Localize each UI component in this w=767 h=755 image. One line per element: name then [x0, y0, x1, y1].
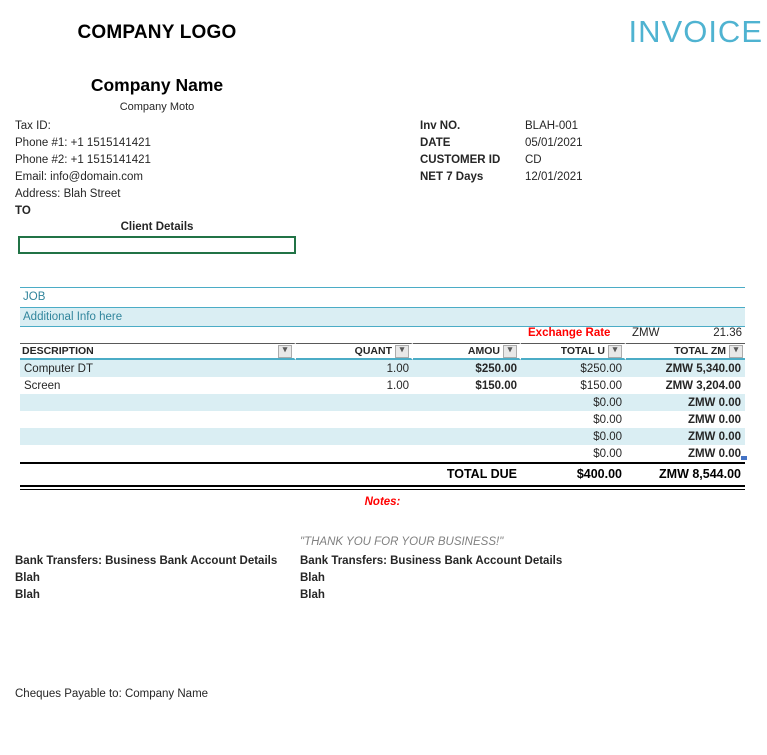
bank-details-line: Bank Transfers: Business Bank Account Details [15, 555, 278, 567]
bank-details-line: Blah [300, 572, 325, 584]
to-label: TO [15, 205, 31, 217]
cell-description[interactable] [20, 445, 296, 462]
cell-total-zmw[interactable]: ZMW 5,340.00 [665, 362, 741, 375]
table-row [20, 411, 745, 428]
date-value: 05/01/2021 [525, 137, 583, 149]
items-table-header [20, 343, 745, 360]
bottom-rule [20, 485, 745, 487]
cell-total-zmw[interactable]: ZMW 0.00 [687, 396, 741, 409]
cell-quantity[interactable] [296, 411, 413, 428]
address-line: Address: Blah Street [15, 188, 121, 200]
cell-quantity[interactable] [296, 445, 413, 462]
cell-amount[interactable] [413, 428, 521, 445]
header-total-usd: TOTAL U ▾ [521, 343, 626, 360]
inv-no-value: BLAH-001 [525, 120, 579, 132]
additional-info-row[interactable]: Additional Info here [20, 308, 745, 327]
terms-label: NET 7 Days [420, 171, 484, 183]
company-name: Company Name [90, 75, 224, 95]
table-row [20, 428, 745, 445]
cell-total-zmw[interactable]: ZMW 3,204.00 [665, 379, 741, 392]
invoice-title: INVOICE [628, 14, 763, 49]
client-details-label: Client Details [120, 221, 194, 233]
cell-total-usd[interactable]: $250.00 [580, 362, 622, 375]
cell-description[interactable]: Computer DT [24, 362, 94, 375]
cell-quantity[interactable] [296, 428, 413, 445]
header-total-zmw: TOTAL ZM ▾ [626, 343, 745, 360]
bank-details-line: Blah [15, 589, 40, 601]
phone2-line: Phone #2: +1 1515141421 [15, 154, 151, 166]
cell-marker [741, 456, 747, 460]
exchange-rate-label: Exchange Rate [528, 327, 611, 339]
cell-total-usd[interactable]: $0.00 [593, 413, 622, 426]
cell-total-zmw[interactable]: ZMW 0.00 [687, 430, 741, 443]
client-details-cell[interactable] [18, 236, 296, 254]
cell-description[interactable]: Screen [24, 379, 61, 392]
bank-details-line: Bank Transfers: Business Bank Account Details [300, 555, 563, 567]
cell-amount[interactable] [413, 394, 521, 411]
filter-dropdown-icon[interactable] [278, 345, 292, 358]
filter-dropdown-icon[interactable] [729, 345, 743, 358]
tax-id-line: Tax ID: [15, 120, 51, 132]
filter-dropdown-icon[interactable] [503, 345, 517, 358]
table-row [20, 445, 745, 462]
inv-no-label: Inv NO. [420, 120, 461, 132]
cell-total-zmw[interactable]: ZMW 0.00 [687, 413, 741, 426]
cell-total-usd[interactable]: $150.00 [580, 379, 622, 392]
cell-quantity[interactable] [296, 394, 413, 411]
total-due-zmw: ZMW 8,544.00 [659, 466, 741, 481]
cell-quantity[interactable]: 1.00 [386, 362, 409, 375]
exchange-rate-value[interactable]: 21.36 [713, 327, 742, 339]
cell-total-zmw[interactable]: ZMW 0.00 [687, 447, 741, 460]
cell-description[interactable] [20, 411, 296, 428]
table-row [20, 360, 745, 377]
thank-you-message: "THANK YOU FOR YOUR BUSINESS!" [300, 536, 504, 548]
items-table-body [20, 360, 745, 462]
email-line: Email: info@domain.com [15, 171, 143, 183]
cell-description[interactable] [20, 428, 296, 445]
phone1-line: Phone #1: +1 1515141421 [15, 137, 151, 149]
company-logo: COMPANY LOGO [77, 22, 237, 43]
bank-details-line: Blah [15, 572, 40, 584]
due-date-value: 12/01/2021 [525, 171, 583, 183]
cell-amount[interactable]: $250.00 [475, 362, 517, 375]
cell-total-usd[interactable]: $0.00 [593, 430, 622, 443]
customer-id-value: CD [525, 154, 542, 166]
cell-total-usd[interactable]: $0.00 [593, 396, 622, 409]
cell-total-usd[interactable]: $0.00 [593, 447, 622, 460]
bank-details-line: Blah [300, 589, 325, 601]
header-amount: AMOU ▾ [413, 343, 521, 360]
table-row [20, 394, 745, 411]
customer-id-label: CUSTOMER ID [420, 154, 501, 166]
cell-description[interactable] [20, 394, 296, 411]
bottom-rule [20, 489, 745, 490]
header-quantity: QUANT ▾ [296, 343, 413, 360]
company-moto: Company Moto [119, 101, 195, 113]
total-due-row [20, 462, 745, 483]
cheques-note: Cheques Payable to: Company Name [15, 688, 209, 700]
total-due-usd: $400.00 [576, 466, 622, 481]
job-row[interactable]: JOB [20, 287, 745, 308]
cell-amount[interactable] [413, 411, 521, 428]
cell-amount[interactable]: $150.00 [475, 379, 517, 392]
filter-dropdown-icon[interactable] [608, 345, 622, 358]
date-label: DATE [420, 137, 451, 149]
filter-dropdown-icon[interactable] [395, 345, 409, 358]
cell-quantity[interactable]: 1.00 [386, 379, 409, 392]
total-due-label: TOTAL DUE [446, 466, 517, 481]
notes-label: Notes: [364, 496, 401, 508]
header-description: DESCRIPTION ▾ [20, 343, 296, 360]
cell-amount[interactable] [413, 445, 521, 462]
table-row [20, 377, 745, 394]
currency-code: ZMW [632, 327, 660, 339]
exchange-rate-row [20, 327, 745, 343]
